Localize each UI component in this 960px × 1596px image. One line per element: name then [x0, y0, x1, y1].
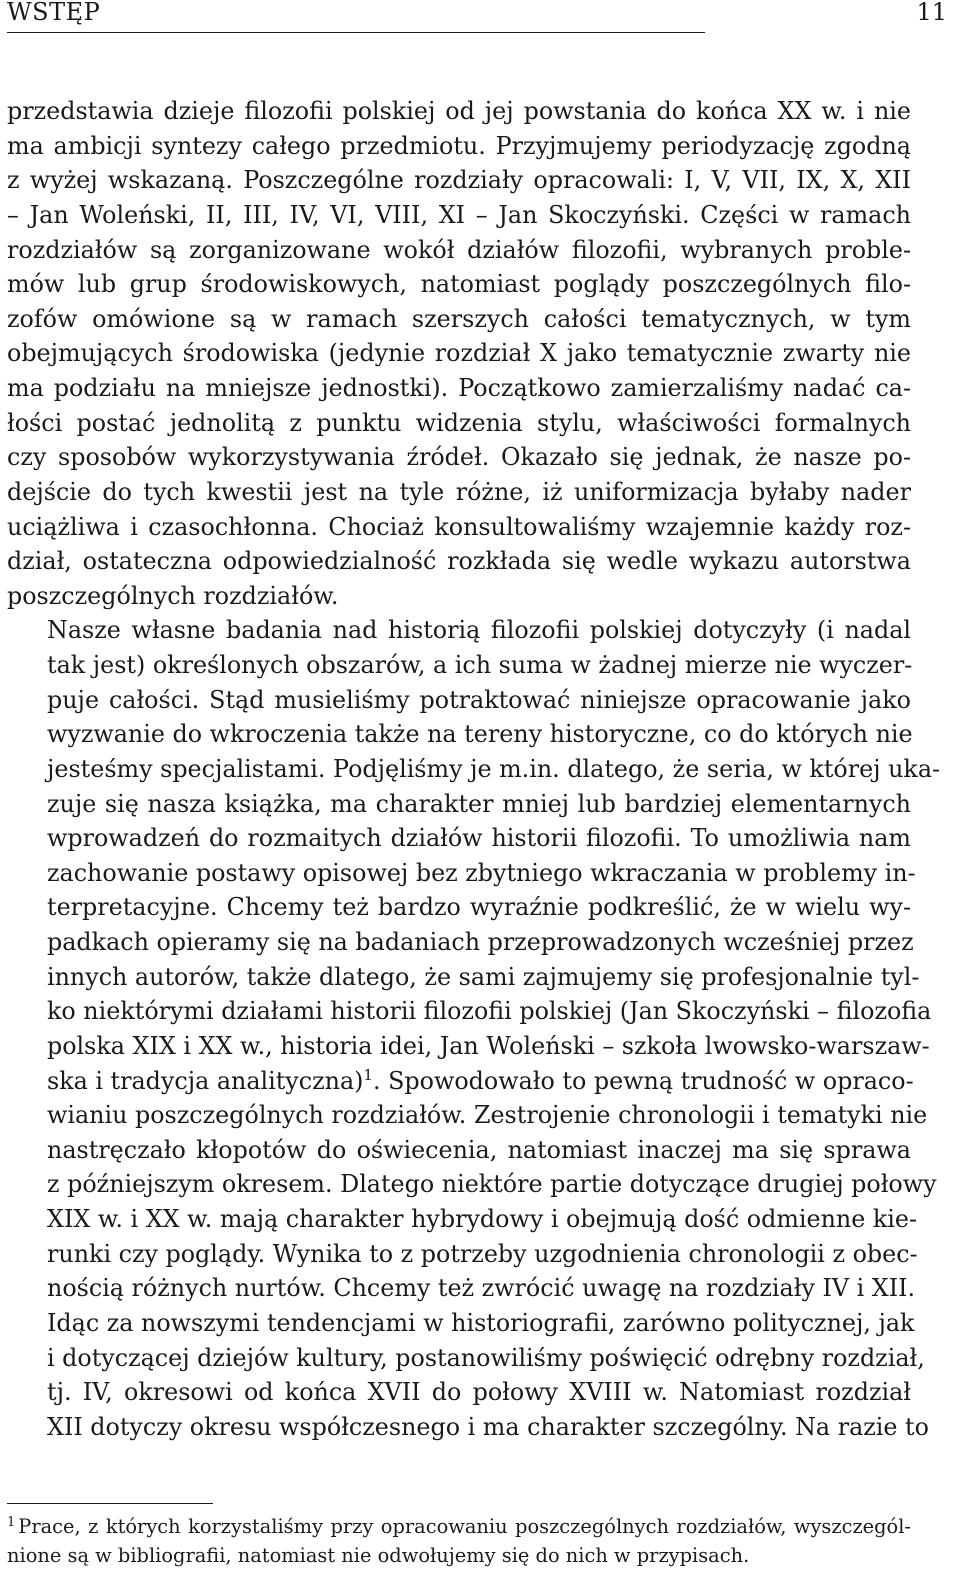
text-line: obejmujących środowiska (jedynie rozdział X jako tematycznie zwarty nie	[7, 339, 911, 368]
text-line-with-footnote-ref	[7, 1064, 914, 1099]
text-line: zuje się nasza książka, ma charakter mniej lub bardziej elementarnych	[47, 789, 911, 818]
text-line: tak jest) określonych obszarów, a ich suma w żadnej mierze nie wyczer-	[47, 651, 913, 679]
text-line: polska XIX i XX w., historia idei, Jan Woleński – szkoła lwowsko-warszaw-	[47, 1031, 930, 1060]
text-line: wyzwanie do wkroczenia także na tereny historyczne, co do których nie	[47, 720, 913, 749]
text-line: rozdziałów są zorganizowane wokół działów filozofii, wybranych proble-	[7, 235, 911, 264]
text-line: z późniejszym okresem. Dlatego niektóre partie dotyczące drugiej połowy	[47, 1170, 937, 1199]
footnote-reference[interactable]: 1	[363, 1065, 373, 1084]
text-line: runki czy poglądy. Wynika to z potrzeby uzgodnienia chronologii z obec-	[47, 1239, 918, 1268]
text-line: ma podziału na mniejsze jednostki). Początkowo zamierzaliśmy nadać ca-	[7, 374, 911, 402]
text-line: ko niektórymi działami historii filozofii polskiej (Jan Skoczyński – filozofia	[47, 997, 932, 1026]
text-line: zachowanie postawy opisowej bez zbytniego wkraczania w problemy in-	[47, 858, 916, 887]
page-number: 11	[916, 0, 947, 26]
running-header-title: WSTĘP	[7, 0, 101, 26]
text-line: wianiu poszczególnych rozdziałów. Zestrojenie chronologii i tematyki nie	[47, 1101, 928, 1130]
text-line: – Jan Woleński, II, III, IV, VI, VIII, XI – Jan Skoczyński. Części w ramach	[7, 200, 911, 229]
text-line: terpretacyjne. Chcemy też bardzo wyraźnie podkreślić, że w wielu wy-	[47, 893, 911, 922]
footnote-text: Prace, z których korzystaliśmy przy opracowaniu poszczególnych rozdziałów, wyszczegól-	[18, 1515, 911, 1538]
footnote-rule	[7, 1503, 213, 1504]
footnote-line: nione są w bibliografii, natomiast nie odwołujemy się do nich w przypisach.	[7, 1544, 750, 1567]
text-line: dejście do tych kwestii jest na tyle różne, iż uniformizacja byłaby nader	[7, 477, 911, 506]
text-line: mów lub grup środowiskowych, natomiast poglądy poszczególnych filo-	[7, 270, 911, 299]
text-line: ma ambicji syntezy całego przedmiotu. Przyjmujemy periodyzację zgodną	[7, 131, 911, 160]
text-line: padkach opieramy się na badaniach przeprowadzonych wcześniej przez	[47, 928, 914, 956]
footnotes	[7, 1512, 911, 1570]
page-header	[7, 0, 947, 34]
text-line: czy sposobów wykorzystywania źródeł. Okazało się jednak, że nasze po-	[7, 443, 911, 472]
text-line: Nasze własne badania nad historią filozofii polskiej dotyczyły (i nadal	[47, 616, 911, 645]
header-rule	[7, 32, 705, 33]
footnote-line	[7, 1512, 911, 1541]
text-line: XIX w. i XX w. mają charakter hybrydowy i obejmują dość odmienne kie-	[47, 1205, 918, 1233]
body-text	[7, 94, 941, 1444]
text-line: wprowadzeń do rozmaitych działów historii filozofii. To umożliwia nam	[47, 824, 911, 853]
text-line: łości postać jednolitą z punktu widzenia stylu, właściwości formalnych	[7, 408, 911, 437]
text-line: puje całości. Stąd musieliśmy potraktować niniejsze opracowanie jako	[47, 685, 911, 714]
text-line: zofów omówione są w ramach szerszych całości tematycznych, w tym	[7, 304, 911, 333]
text-line: uciążliwa i czasochłonna. Chociaż konsultowaliśmy wzajemnie każdy roz-	[7, 512, 911, 541]
text-line: jesteśmy specjalistami. Podjęliśmy je m.in. dlatego, że seria, w której uka-	[47, 754, 941, 783]
text-line: i dotyczącej dziejów kultury, postanowiliśmy poświęcić odrębny rozdział,	[47, 1343, 925, 1372]
text-line: nością różnych nurtów. Chcemy też zwrócić uwagę na rozdziały IV i XII.	[47, 1274, 916, 1303]
text-segment: ska i tradycja analityczna)	[47, 1066, 364, 1095]
text-line: Idąc za nowszymi tendencjami w historiografii, zarówno politycznej, jak	[47, 1308, 915, 1337]
text-line: z wyżej wskazaną. Poszczególne rozdziały opracowali: I, V, VII, IX, X, XII	[7, 166, 911, 195]
text-line: innych autorów, także dlatego, że sami zajmujemy się profesjonalnie tyl-	[47, 962, 920, 991]
text-line: poszczególnych rozdziałów.	[7, 581, 339, 610]
text-line: XII dotyczy okresu współczesnego i ma charakter szczególny. Na razie to	[47, 1412, 929, 1441]
paragraph-2	[7, 613, 941, 1444]
paragraph-1	[7, 94, 911, 613]
text-line: nastręczało kłopotów do oświecenia, natomiast inaczej ma się sprawa	[47, 1135, 911, 1164]
text-segment: . Spowodowało to pewną trudność w opraco-	[372, 1066, 914, 1095]
text-line: dział, ostateczna odpowiedzialność rozkłada się wedle wykazu autorstwa	[7, 547, 911, 576]
text-line: przedstawia dzieje filozofii polskiej od jej powstania do końca XX w. i nie	[7, 97, 911, 125]
text-line: tj. IV, okresowi od końca XVII do połowy XVIII w. Natomiast rozdział	[47, 1378, 911, 1407]
footnote-mark: 1	[7, 1514, 16, 1530]
